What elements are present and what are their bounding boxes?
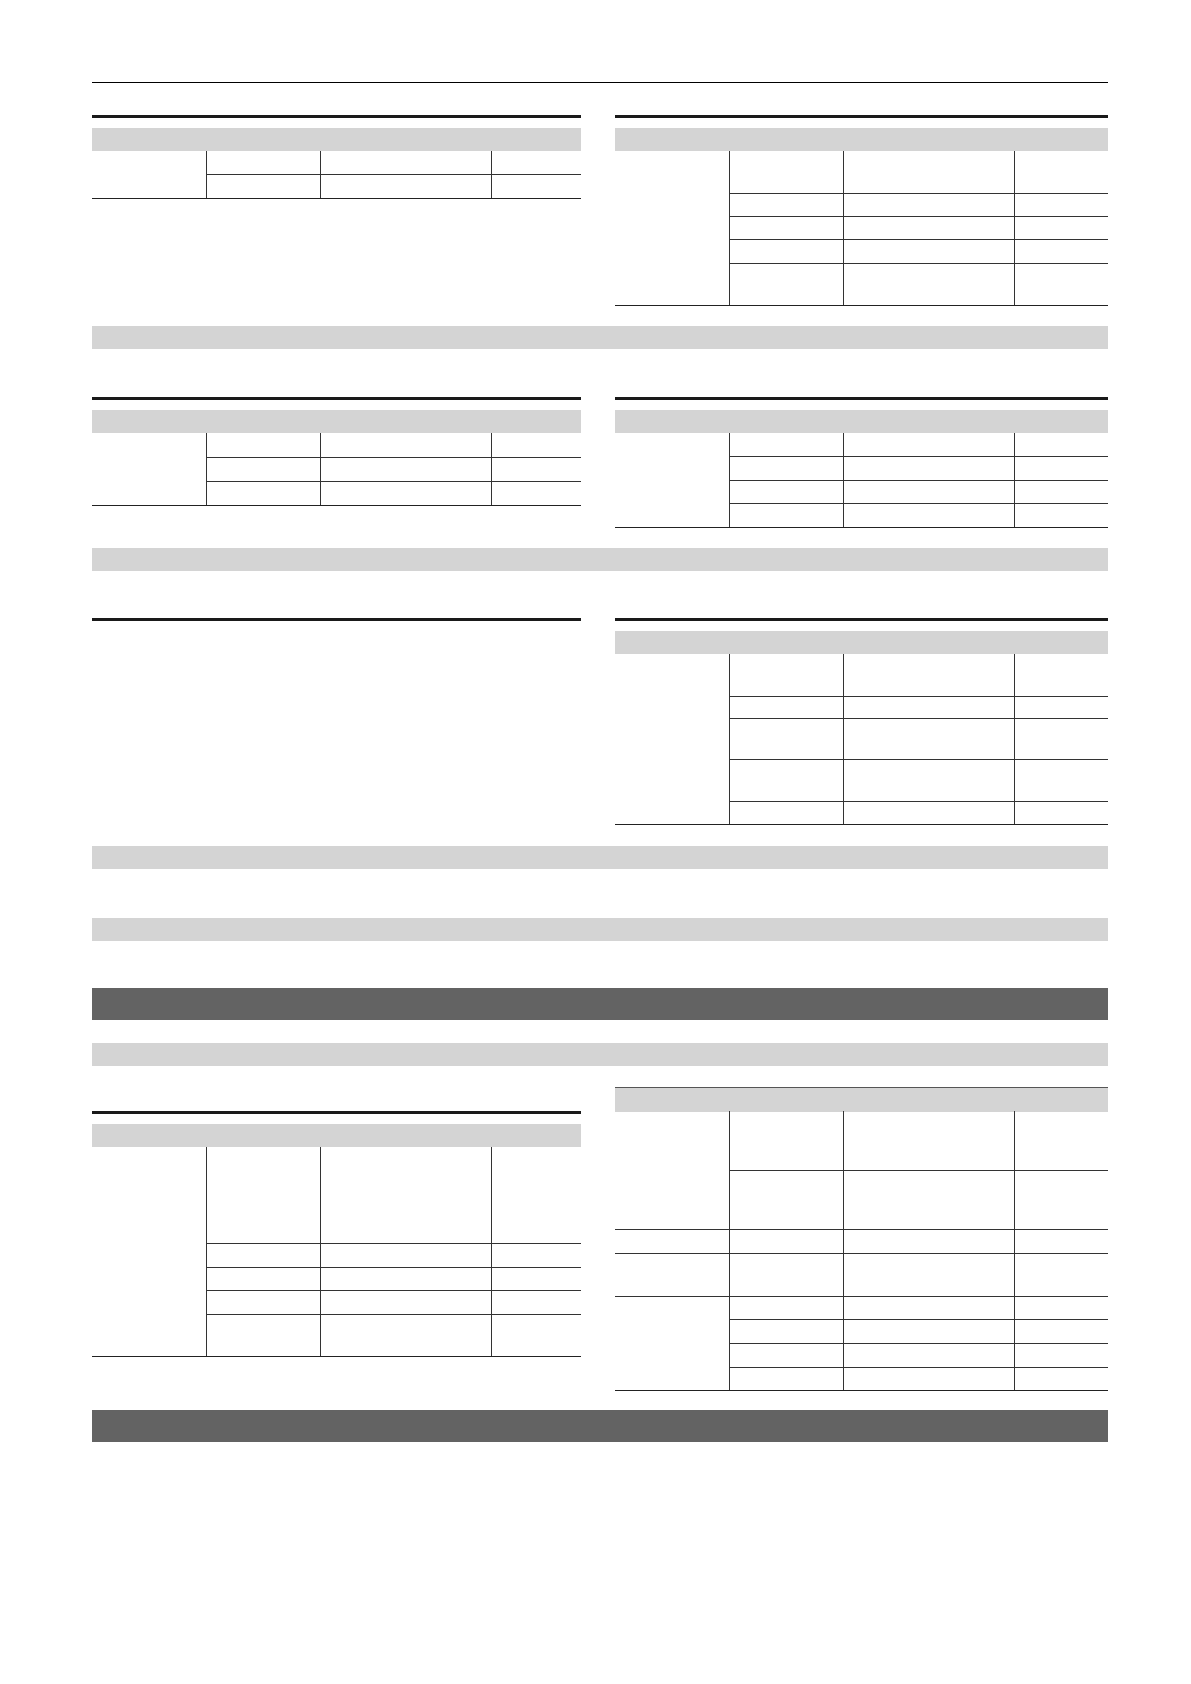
cell-divider xyxy=(729,1111,730,1390)
table-header-row xyxy=(92,1124,581,1147)
header-cell xyxy=(92,410,206,433)
row-divider xyxy=(729,263,1108,264)
row-divider xyxy=(729,759,1108,760)
cell-divider xyxy=(320,433,321,505)
header-cell xyxy=(843,128,1014,151)
table-6 xyxy=(615,618,1108,824)
row-divider xyxy=(729,503,1108,504)
row-divider xyxy=(206,457,581,458)
table-bottom-rule xyxy=(92,1356,581,1357)
header-cell xyxy=(615,410,729,433)
table-header-row xyxy=(615,631,1108,654)
cell-divider xyxy=(1014,151,1015,305)
header-cell xyxy=(729,631,843,654)
table-5 xyxy=(92,618,581,621)
row-divider xyxy=(615,1229,1108,1230)
header-cell xyxy=(1014,128,1108,151)
cell-divider xyxy=(491,433,492,505)
table-2 xyxy=(615,115,1108,305)
table-title-rule xyxy=(615,115,1108,118)
cell-divider xyxy=(843,1111,844,1390)
row-divider xyxy=(729,456,1108,457)
table-header-row xyxy=(615,410,1108,433)
header-cell xyxy=(1014,1088,1108,1111)
header-cell xyxy=(615,1088,729,1111)
table-bottom-rule xyxy=(615,824,1108,825)
table-title-rule xyxy=(92,115,581,118)
header-cell xyxy=(491,1124,581,1147)
table-bottom-rule xyxy=(615,527,1108,528)
table-title-rule xyxy=(615,618,1108,621)
section-bar-5 xyxy=(92,988,1108,1020)
header-cell xyxy=(320,410,491,433)
header-cell xyxy=(1014,631,1108,654)
table-header-row xyxy=(615,128,1108,151)
header-cell xyxy=(729,128,843,151)
row-divider xyxy=(729,801,1108,802)
table-1 xyxy=(92,115,581,198)
row-divider xyxy=(206,174,581,175)
row-divider xyxy=(729,480,1108,481)
cell-divider xyxy=(1014,1111,1015,1390)
cell-divider xyxy=(320,1147,321,1356)
header-cell xyxy=(206,410,320,433)
row-divider xyxy=(206,481,581,482)
table-header-row xyxy=(615,1087,1108,1112)
header-cell xyxy=(320,1124,491,1147)
row-divider xyxy=(729,1319,1108,1320)
row-divider xyxy=(206,1267,581,1268)
header-cell xyxy=(1014,410,1108,433)
row-divider xyxy=(729,718,1108,719)
section-bar-7 xyxy=(92,1410,1108,1442)
header-cell xyxy=(615,631,729,654)
table-bottom-rule xyxy=(615,1390,1108,1391)
row-divider xyxy=(206,1290,581,1291)
cell-divider xyxy=(206,433,207,505)
row-divider xyxy=(729,239,1108,240)
row-divider xyxy=(729,696,1108,697)
cell-divider xyxy=(729,654,730,824)
section-bar-3 xyxy=(92,846,1108,869)
row-divider xyxy=(615,1296,1108,1297)
header-cell xyxy=(491,410,581,433)
row-divider xyxy=(615,1253,1108,1254)
section-bar-4 xyxy=(92,918,1108,941)
header-cell xyxy=(843,410,1014,433)
page-top-rule xyxy=(92,82,1108,83)
header-cell xyxy=(206,128,320,151)
section-bar-2 xyxy=(92,548,1108,571)
cell-divider xyxy=(491,1147,492,1356)
header-cell xyxy=(729,1088,843,1111)
row-divider xyxy=(729,216,1108,217)
cell-divider xyxy=(206,1147,207,1356)
table-4 xyxy=(615,397,1108,527)
table-header-row xyxy=(92,128,581,151)
table-title-rule xyxy=(615,397,1108,400)
table-title-rule xyxy=(92,618,581,621)
section-bar-6 xyxy=(92,1043,1108,1066)
table-bottom-rule xyxy=(615,305,1108,306)
table-bottom-rule xyxy=(92,505,581,506)
header-cell xyxy=(320,128,491,151)
cell-divider xyxy=(1014,654,1015,824)
table-bottom-rule xyxy=(92,198,581,199)
row-divider xyxy=(729,1367,1108,1368)
table-7 xyxy=(92,1111,581,1356)
header-cell xyxy=(615,128,729,151)
table-3 xyxy=(92,397,581,505)
table-title-rule xyxy=(92,1111,581,1114)
table-title-rule xyxy=(92,397,581,400)
row-divider xyxy=(729,1343,1108,1344)
section-bar-1 xyxy=(92,326,1108,349)
row-divider xyxy=(206,1314,581,1315)
header-cell xyxy=(843,631,1014,654)
table-8 xyxy=(615,1087,1108,1390)
cell-divider xyxy=(843,151,844,305)
header-cell xyxy=(843,1088,1014,1111)
cell-divider xyxy=(843,654,844,824)
row-divider xyxy=(729,193,1108,194)
row-divider xyxy=(729,1170,1108,1171)
header-cell xyxy=(491,128,581,151)
header-cell xyxy=(206,1124,320,1147)
header-cell xyxy=(729,410,843,433)
row-divider xyxy=(206,1243,581,1244)
header-cell xyxy=(92,1124,206,1147)
table-header-row xyxy=(92,410,581,433)
header-cell xyxy=(92,128,206,151)
cell-divider xyxy=(729,151,730,305)
